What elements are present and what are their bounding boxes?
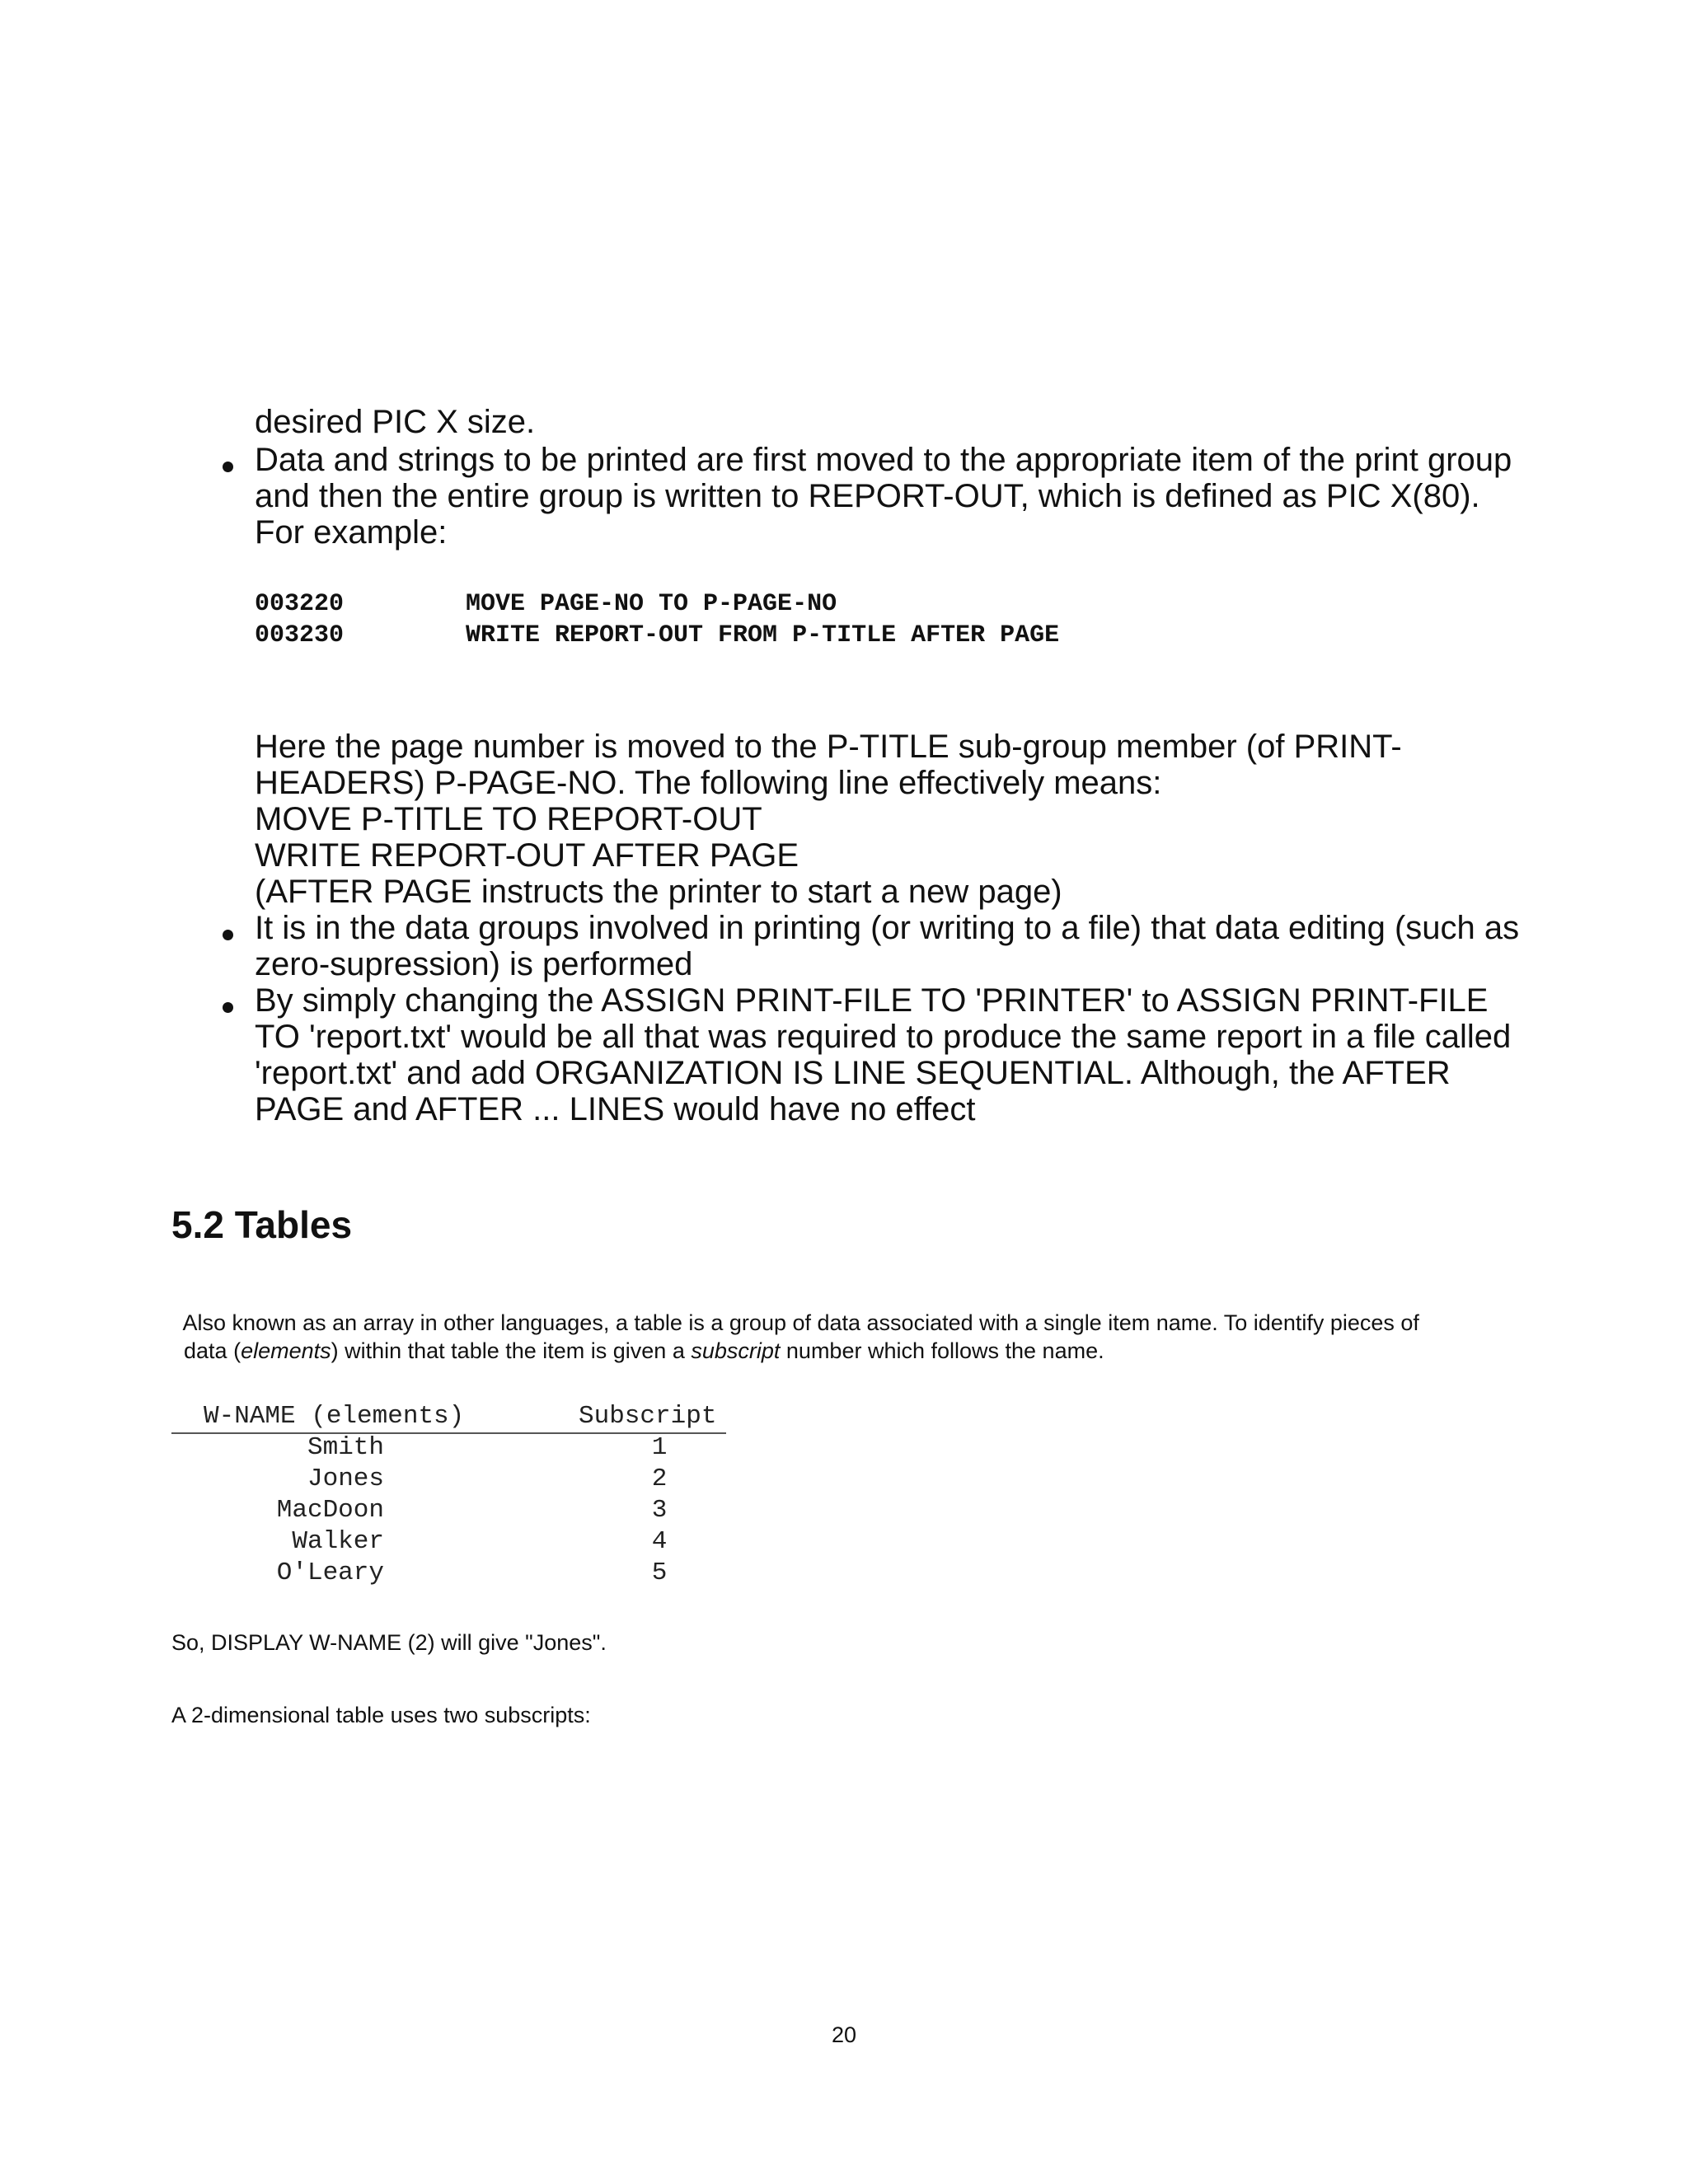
table-cell-subscript: 4: [651, 1527, 668, 1556]
body-text-line: zero-supression) is performed: [255, 946, 693, 982]
bullet-icon: [223, 462, 233, 472]
code-line-number: 003230: [255, 621, 345, 649]
body-text-line: TO 'report.txt' would be all that was required to produce the same report in a file called: [255, 1019, 1512, 1055]
body-text-line: MOVE P-TITLE TO REPORT-OUT: [255, 801, 762, 837]
body-text-line: HEADERS) P-PAGE-NO. The following line effectively means:: [255, 765, 1162, 801]
table-header-name: W-NAME (elements): [204, 1402, 465, 1431]
display-example-line: So, DISPLAY W-NAME (2) will give "Jones".: [171, 1630, 607, 1655]
intro-text: number which follows the name.: [780, 1338, 1104, 1363]
intro-emphasis: elements: [241, 1338, 331, 1363]
body-text-line: For example:: [255, 514, 448, 551]
table-cell-name: Smith: [307, 1433, 384, 1462]
table-cell-name: MacDoon: [276, 1496, 384, 1525]
body-text-line: Here the page number is moved to the P-TITLE sub-group member (of PRINT-: [255, 729, 1402, 765]
section-heading: 5.2 Tables: [171, 1203, 353, 1246]
table-cell-name: O'Leary: [276, 1558, 384, 1587]
intro-text: Also known as an array in other languages, a table is a group of data associated with a single item name. To identify pieces of: [182, 1310, 1419, 1335]
page-number: 20: [831, 2022, 857, 2047]
table-cell-name: Walker: [292, 1527, 384, 1556]
table-cell-subscript: 2: [651, 1465, 668, 1493]
intro-text: data (: [184, 1338, 241, 1363]
code-statement: WRITE REPORT-OUT FROM P-TITLE AFTER PAGE: [466, 621, 1060, 649]
intro-text: ) within that table the item is given a: [331, 1338, 692, 1363]
body-text-line: WRITE REPORT-OUT AFTER PAGE: [255, 837, 799, 874]
intro-line-2: [171, 1309, 1104, 1365]
table-cell-subscript: 1: [651, 1433, 668, 1462]
body-text-line: (AFTER PAGE instructs the printer to start a new page): [255, 874, 1062, 910]
code-line-number: 003220: [255, 590, 345, 618]
table-header-subscript: Subscript: [579, 1402, 717, 1431]
two-dimensional-intro-line: A 2-dimensional table uses two subscripts:: [171, 1703, 591, 1727]
table-cell-name: Jones: [307, 1465, 384, 1493]
body-text-line: By simply changing the ASSIGN PRINT-FILE TO 'PRINTER' to ASSIGN PRINT-FILE: [255, 982, 1489, 1019]
table-cell-subscript: 5: [651, 1558, 668, 1587]
intro-emphasis: subscript: [691, 1338, 781, 1363]
body-text-line: PAGE and AFTER ... LINES would have no effect: [255, 1091, 976, 1127]
body-text-line: It is in the data groups involved in printing (or writing to a file) that data editing (such as: [255, 910, 1520, 946]
body-text-line: desired PIC X size.: [255, 404, 536, 440]
bullet-icon: [223, 1002, 233, 1013]
table-cell-subscript: 3: [651, 1496, 668, 1525]
body-text-line: Data and strings to be printed are first moved to the appropriate item of the print group: [255, 442, 1512, 478]
bullet-icon: [223, 930, 233, 940]
body-text-line: 'report.txt' and add ORGANIZATION IS LINE SEQUENTIAL. Although, the AFTER: [255, 1055, 1451, 1091]
code-statement: MOVE PAGE-NO TO P-PAGE-NO: [466, 590, 837, 618]
body-text-line: and then the entire group is written to REPORT-OUT, which is defined as PIC X(80).: [255, 478, 1480, 514]
